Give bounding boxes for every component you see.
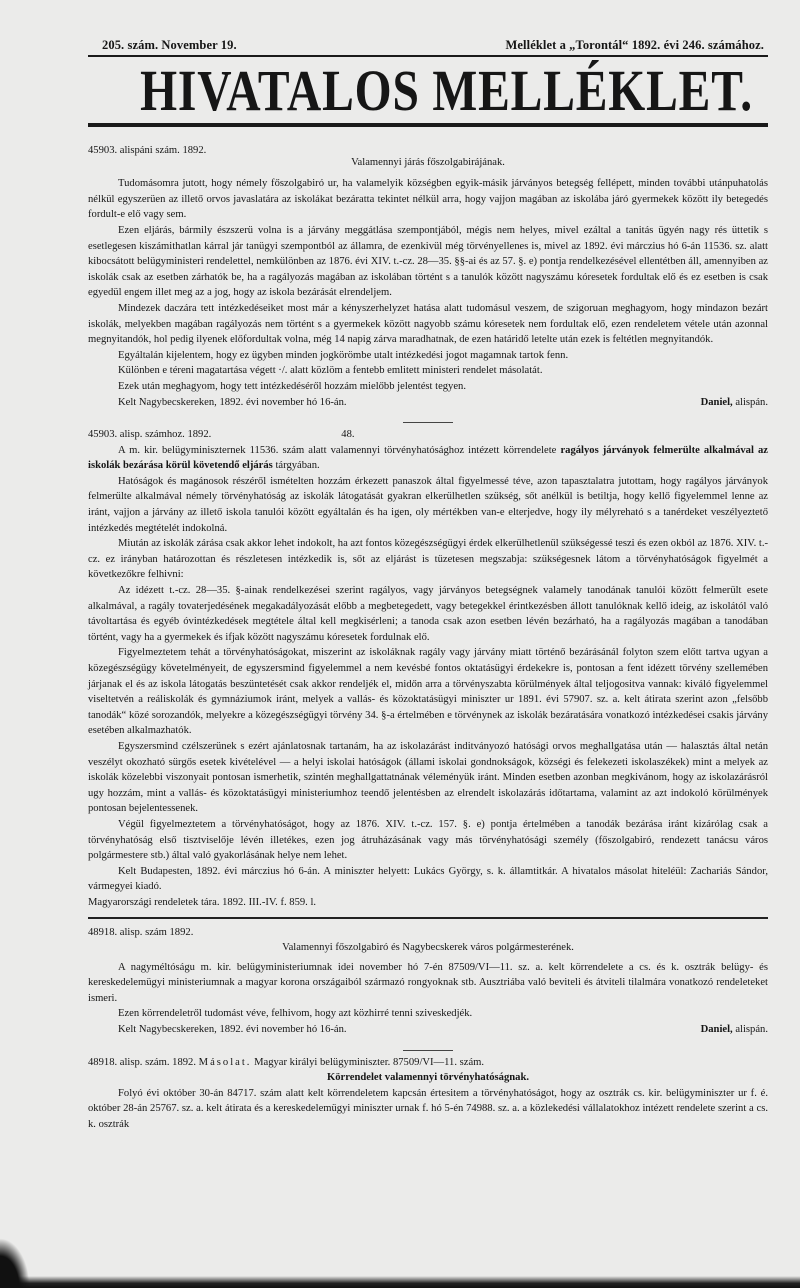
paragraph: Kelt Budapesten, 1892. évi márczius hó 6-án. A miniszter helyett: Lukács György, s. k. államtitkár. A hivatalos másolat hiteléül: Zachariás Sándor, vármegyei kiadó. [88,865,768,893]
masthead-title: HIVATALOS MELLÉKLET. [140,58,753,123]
paragraph: Az idézett t.-cz. 28—35. §-ainak rendelkezései szerint ragályos, vagy járványos betegségnek valamely tanodának tanulói között felmerült esete alkalmával, a ragály tovaterjedésének megakadályozását előbb a megbetegedett, vagy betegekkel érintkezésben állott tanulóknak kellő ideig, az iskolától való távoltartása és egyéb óvintézkedések megtétele által kell megkisérleni; a tanoda csak azon esetben lévén bezárható, ha a ragályozás magában a tanodában történt, vagy ha a gyermekek és ifjak között nagyszámu kóresetek fordulnak elő. [88,585,768,643]
paragraph: Ezek után meghagyom, hogy tett intézkedéséről hozzám mielőbb jelentést tegyen. [118,380,467,392]
signature-name: Daniel, [700,1024,733,1036]
section-ref [88,1055,768,1071]
section-addressee: Valamennyi főszolgabiró és Nagybecskerek város polgármesterének. [282,942,574,954]
section-48918-copy [88,1055,768,1133]
section-45903 [88,143,768,423]
paragraph: Ezen eljárás, bármily észszerü volna is a járvány meggátlása szempontjából, mégis nem helyes, mivel ezáltal a tanitás ügyén nagy rés üttetik s esetlegesen kiszámithatlan kárral jár tanügyi szempontból az államra, de ezenkivül még törvényellenes is, mivel az 1892. évi márczius hó 6-án 11536. sz. alatt kibocsátott belügyministeri rendelettel, nemkülönben az 1876. évi XIV. t.-cz. 28—35. §§-ai és az 57. §. e) pontja rendelkezésével ellentétben áll, amennyiben az iskolák csak az esetben zárhatók be, ha a ragályozás magában az iskolában történt s a tanulók között nagyszámu kóresetek fordultak elő és ez esetben is csak egyedül engem illet meg az a jog, hogy az iskola bezárását elrendeljem. [88,224,768,299]
section-ref: 48918. alisp. szám 1892. [88,926,194,938]
section-heading: Körrendelet valamennyi törvényhatóságnak. [327,1072,529,1084]
section-addressee: Valamennyi járás főszolgabirájának. [351,156,505,168]
book-corner-shadow [0,1238,30,1288]
signature-line [88,1022,768,1038]
paragraph: Folyó évi október 30-án 84717. szám alatt kelt körrendeletem kapcsán értesitem a törvényhatóságot, hogy az osztrák cs. kir. belügyminiszter ur f. é. október 28-án 25767. sz. a. kelt átirata és a kereskedelemügyi miniszter urnak f. hó 5-én 74988. sz. a. a közlekedési vállalatokhoz intézett rendelete szerint a cs. k. osztrák [88,1087,768,1131]
issue-header [88,38,768,57]
paragraph: Különben e téreni magatartása végett ·/. alatt közlöm a fentebb emlitett ministeri rendelet másolatát. [118,365,543,377]
subject-text: ragályos járványok felmerülte alkalmával az iskolák bezárása körül követendő eljárás [88,444,768,472]
paragraph-intro [88,443,768,474]
paragraph: A nagyméltóságu m. kir. belügyministeriumnak idei november hó 7-én 87509/VI—11. sz. a. kelt körrendelete a cs. és k. osztrák belügy- és kereskedelemügyi ministeriumnak a magyar korona országaiból származó rongyoknak stb. Ausztriába való beviteli és átviteli tilalmára vonatkozó rendeleteket ismeri. [88,961,768,1004]
paragraph: Hatóságok és magánosok részéről ismételten hozzám érkezett panaszok által figyelmessé téve, azon tapasztalatra jutottam, hogy ragályos járványok felmerülte alkalmával némely törvényhatóság az iskolák látogatását gyakran elkerülhetlen szükség, sőt anélkül is betiltja, hogy kellő figyelemmel lenne az iránt, vajjon a járvány az illető iskola tanulói között egyáltalán és ha igen, oly mértékben van-e elterjedve, hogy ily mélyreható s a tanérdeket veszélyeztető intézkedés megtételét indokolná. [88,475,768,534]
dateline: Kelt Nagybecskereken, 1892. évi november hó 16-án. [118,1024,347,1036]
source-citation: Magyarországi rendeletek tára. 1892. III.-IV. f. 859. l. [88,896,317,908]
subject-tail: tárgyában. [275,460,320,472]
paragraph: Végül figyelmeztetem a törvényhatóságot, hogy az 1876. XIV. t.-cz. 157. §. e) pontja értelmében a tanodák bezárása iránt kizárólag csak a törvényhatóság első tisztviselője lévén illetékes, ezen jog átruházásának vagy más törvényhatósági személy (főszolgabiró, rendezett tanácsu város polgármestere stb.) által való gyakorlásának helye nem lehet. [88,818,768,862]
intro-text: A m. kir. belügyminiszternek 11536. szám alatt valamennyi törvényhatósághoz intézett körrendelete [118,444,557,456]
short-divider [403,422,453,423]
signature-title: alispán. [735,396,768,408]
section-ref-row [88,427,768,443]
signature-name: Daniel, [700,396,733,408]
section-ref: 45903. alispáni szám. 1892. [88,145,207,156]
book-edge-shadow [0,1276,800,1288]
section-divider [88,917,768,919]
signature [701,1022,768,1038]
paragraph: Mindezek daczára tett intézkedéseiket most már a kényszerhelyzet hatása alatt tudomásul veszem, de szigoruan meghagyom, hogy mindazon bezárt iskolák, melyekben magában ragályozás nem történt s a gyermekek között nagyobb számu kóresetek nem fordultak elő, ezen rendeletem vétele után azonnal megnyitandók, hol pedig ilyenek előfordultak volna, még 14 napig zárva maradhatnak, de ezen határidő letelte után ezek is feltétlen megnyitandók. [88,302,768,346]
signature-line [88,395,768,411]
section-48918 [88,925,768,1051]
supplement-note: Melléklet a „Torontál“ 1892. évi 246. számához. [505,38,764,52]
signature-title: alispán. [735,1024,768,1036]
issue-number: 205. szám. November 19. [102,38,237,52]
ref-suffix: Magyar királyi belügyminiszter. 87509/VI—11. szám. [254,1056,485,1068]
ref-prefix: 48918. alisp. szám. 1892. [88,1056,196,1068]
short-divider [403,1050,453,1051]
paragraph: Miután az iskolák zárása csak akkor lehet indokolt, ha azt fontos közegészségügyi érdek elkerülhetlenül szükségessé teszi és ezen okból az 1876. XIV. t.-cz. ez irányban határozottan és részletesen intézkedik is, sőt az eljárást is tüzetesen megszabja: szükségesnek látom a törvényhatóságok figyelmét a következőkre felhivni: [88,538,768,581]
paragraph: Ezen körrendeletről tudomást véve, felhivom, hogy azt közhirré tenni sziveskedjék. [118,1008,473,1020]
section-48 [88,427,768,918]
paragraph: Egyáltalán kijelentem, hogy ez ügyben minden jogkörömbe utalt intézkedési jogot magamnak tartok fenn. [118,349,569,361]
paragraph: Tudomásomra jutott, hogy némely főszolgabiró ur, ha valamelyik községben egyik-másik járványos betegség fellépett, minden további utánpuhatolás nélkül egyszerüen az illető orvos javaslatára az iskolákat bezáratta tekintet nélkül arra, hogy vajjon magában az iskolába járó gyermekek között ily betegedés fordult-e elő vagy sem. [88,178,768,221]
dateline: Kelt Nagybecskereken, 1892. évi november hó 16-án. [118,396,347,408]
paragraph: Egyszersmind czélszerünek s ezért ajánlatosnak tartanám, ha az iskolazárást inditványozó hatósági orvos meghallgatása után — halasztás által netán veszélyt okozható sürgős esetek kivételével — a helyi iskolai hatóságok (állami iskolai gondnokságok, községi és felekezeti iskolaszékek) mint a melyek az iskolák közelebbi viszonyait pontosan ismerhetik, szintén meghallgattatnának véleményük iránt. Minden esetben azonban megkivánom, hogy az iskolazárásról ugy hozzám, mint a vallás- és közoktatásügyi ministeriumhoz teendő jelentésben az elrendelt iskolazárás időtartama, valamint az azt indokoló körülmények pontosan bejelentessenek. [88,740,768,815]
document-number: 48. [341,429,355,441]
masthead-rule [88,123,768,127]
signature [701,395,768,411]
paragraph: Figyelmeztetem tehát a törvényhatóságokat, miszerint az iskoláknak ragály vagy járvány miatt történő bezárásánál folyton szem előtt tartva ugyan a közegészségügy követelményeit, de egyszersmind figyelemmel a nem kevésbé fontos oktatásügyi érdekekre is, pontosan a fent idézett törvény szellemében járjanak el és az iskola látogatás beszüntetését csak akkor rendeljék el, midőn arra a törvényszabta körülmények által teljogositva vannak: kiváló figyelemmel viseltetvén a reáliskolák és gymnáziumok iránt, melyek a vallás- és közoktatásügyi miniszter ur 1891. évi 57907. sz. a. kelt átirata szerint azon „felsőbb tanodák“ közé sorozandók, melyekre a közegészségügyi törvény 34. §-a értelmében e törvénynek az iskolák bezáratására vonatkozó intézkedései csakis járvány esetében alkalmazhatók. [88,647,768,737]
section-ref: 45903. alisp. számhoz. 1892. [88,429,212,441]
newspaper-page [88,38,768,1133]
copy-label: Másolat. [198,1056,252,1068]
